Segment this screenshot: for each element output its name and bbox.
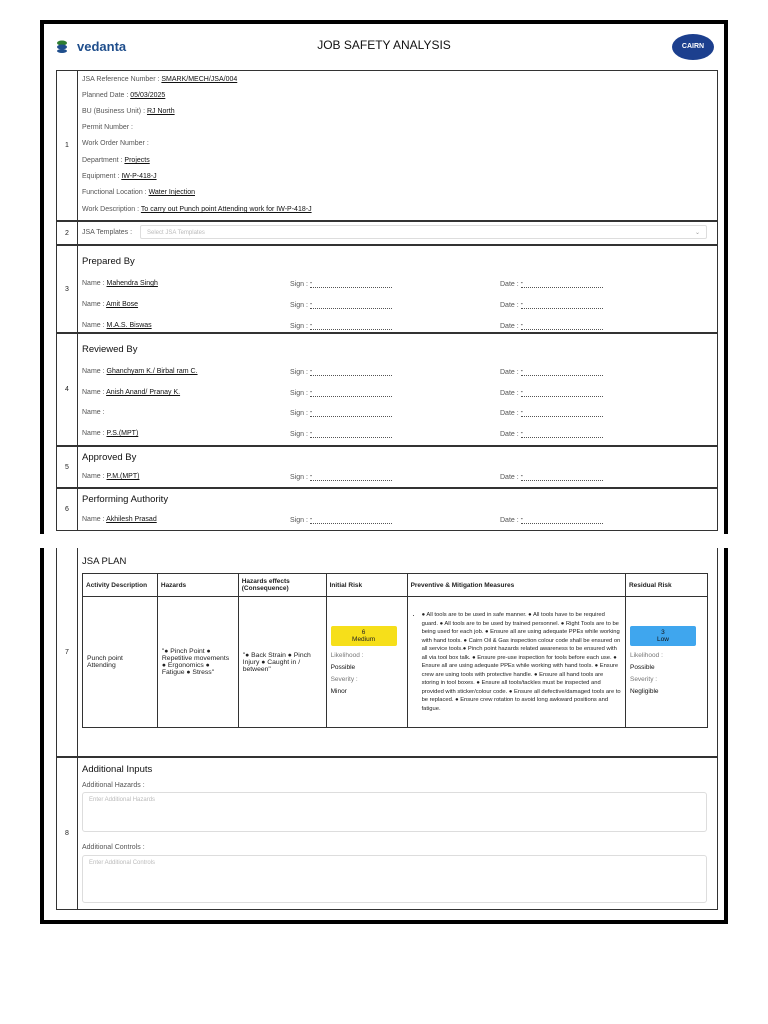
column-header: Preventive & Mitigation Measures — [407, 574, 625, 597]
section-title: JSA PLAN — [82, 556, 127, 567]
document-title: JOB SAFETY ANALYSIS — [317, 38, 451, 52]
residual-risk-level: Low — [657, 636, 669, 643]
section-additional-inputs — [56, 757, 718, 910]
signatory-row: Name : Sign : - Date : - — [82, 409, 713, 421]
column-header: Activity Description — [83, 574, 158, 597]
jsa-plan-table — [82, 573, 708, 728]
section-title: Reviewed By — [82, 344, 138, 355]
signatory-row: Name : M.A.S. Biswas Sign : - Date : - — [82, 322, 713, 334]
jsa-templates-label: JSA Templates : — [82, 229, 133, 236]
section-job-details — [56, 70, 718, 221]
severity-label: Severity : — [629, 676, 658, 683]
residual-risk-score: 3 — [661, 629, 665, 636]
jsa-reference-field: JSA Reference Number : SMARK/MECH/JSA/004 — [82, 76, 238, 83]
section-number: 4 — [57, 334, 78, 445]
equipment-field: Equipment : IW-P-418-J — [82, 173, 157, 180]
activity-cell: Punch point Attending — [83, 597, 158, 728]
section-number: 5 — [57, 447, 78, 487]
additional-controls-label: Additional Controls : — [82, 844, 145, 851]
measures-cell — [407, 597, 625, 728]
business-unit-field: BU (Business Unit) : RJ North — [82, 108, 175, 115]
signatory-row: Name : Ghanchyam K./ Birbal ram C. Sign : - Date : - — [82, 368, 713, 380]
functional-location-field: Functional Location : Water Injection — [82, 189, 195, 196]
section-title: Performing Authority — [82, 494, 169, 505]
section-number: 1 — [57, 71, 78, 220]
section-number: 8 — [57, 758, 78, 909]
signatory-row: Name : Anish Anand/ Pranay K. Sign : - Date : - — [82, 389, 713, 401]
section-title: Prepared By — [82, 256, 135, 267]
hazards-cell: "● Pinch Point ● Repetitive movements ● Ergonomics ● Fatigue ● Stress" — [157, 597, 238, 728]
work-description-field: Work Description : To carry out Punch point Attending work for IW-P-418-J — [82, 206, 312, 213]
column-header: Hazards — [157, 574, 238, 597]
likelihood-label: Likelihood : — [330, 652, 364, 659]
additional-controls-placeholder: Enter Additional Controls — [89, 860, 156, 866]
severity-label: Severity : — [330, 676, 358, 683]
department-field: Department : Projects — [82, 157, 150, 164]
section-number: 7 — [57, 548, 78, 756]
section-reviewed-by — [56, 333, 718, 446]
chevron-down-icon: ⌄ — [694, 230, 700, 236]
table-row — [83, 597, 708, 728]
signatory-row: Name : Mahendra Singh Sign : - Date : - — [82, 280, 713, 292]
section-prepared-by — [56, 245, 718, 333]
severity-value: Negligible — [629, 688, 659, 695]
column-header: Initial Risk — [326, 574, 407, 597]
initial-risk-level: Medium — [352, 636, 376, 643]
column-header: Residual Risk — [625, 574, 707, 597]
residual-risk-cell — [625, 597, 707, 728]
measures-text: • ● All tools are to be used in safe manner. ● All tools have to be required guard. ● All tools are to be used by trained personnel. ● Right Tools are to be being used for each job. ● Ensure all are using adequate PPEs while working with hand tools. ● Cairn Oil & Gas inspection colour code shall be ensured on all service tools.● Pinch point hazards related awareness to be ensured with all via tool box talk. ● Ensure pre-use inspection for tools before each use. ● Ensure all are using adequate PPEs while working with hand tools. ● Ensure crew are using tools with protective handle. ● Ensure all hand tools are storing in tool boxes. ● Ensure all tools/tackles must be inspected and provided with sticker/colour code. ● Ensure all defective/damaged tools are to be replaced. ● Ensure crew rotation to avoid long awkward positions and fatigue. — [422, 611, 621, 713]
section-title: Approved By — [82, 452, 137, 463]
section-jsa-plan — [56, 548, 718, 757]
jsa-templates-placeholder: Select JSA Templates — [147, 230, 205, 236]
signatory-row: Name : P.S.(MPT) Sign : - Date : - — [82, 430, 713, 442]
page-frame-2 — [40, 548, 728, 924]
likelihood-value: Possible — [629, 664, 655, 671]
section-jsa-templates — [56, 221, 718, 245]
severity-value: Minor — [330, 688, 347, 695]
section-approved-by — [56, 446, 718, 488]
initial-risk-cell — [326, 597, 407, 728]
signatory-row: Name : Amit Bose Sign : - Date : - — [82, 301, 713, 313]
jsa-templates-select[interactable] — [140, 225, 707, 239]
column-header: Hazards effects (Consequence) — [238, 574, 326, 597]
initial-risk-score: 6 — [361, 629, 366, 636]
header — [44, 24, 724, 70]
section-number: 3 — [57, 246, 78, 332]
residual-risk-badge — [630, 626, 696, 646]
permit-number-field: Permit Number : — [82, 124, 133, 131]
section-title: Additional Inputs — [82, 764, 153, 775]
work-order-field: Work Order Number : — [82, 140, 149, 147]
additional-hazards-input[interactable] — [82, 792, 707, 832]
page-frame-1 — [40, 20, 728, 534]
additional-hazards-label: Additional Hazards : — [82, 782, 145, 789]
additional-hazards-placeholder: Enter Additional Hazards — [89, 797, 156, 803]
vedanta-wordmark: vedanta — [77, 38, 127, 54]
table-header-row — [83, 574, 708, 597]
additional-controls-input[interactable] — [82, 855, 707, 903]
section-number: 6 — [57, 489, 78, 530]
cairn-logo: CAIRN — [672, 34, 714, 60]
effects-cell: "● Back Strain ● Pinch Injury ● Caught in / between" — [238, 597, 326, 728]
signatory-row: Name : Akhilesh Prasad Sign : - Date : - — [82, 516, 713, 528]
planned-date-field: Planned Date : 05/03/2025 — [82, 92, 166, 99]
section-number: 2 — [57, 222, 78, 244]
likelihood-value: Possible — [330, 664, 356, 671]
section-performing-authority — [56, 488, 718, 531]
likelihood-label: Likelihood : — [629, 652, 663, 659]
signatory-row: Name : P.M.(MPT) Sign : - Date : - — [82, 473, 713, 485]
initial-risk-badge — [331, 626, 397, 646]
